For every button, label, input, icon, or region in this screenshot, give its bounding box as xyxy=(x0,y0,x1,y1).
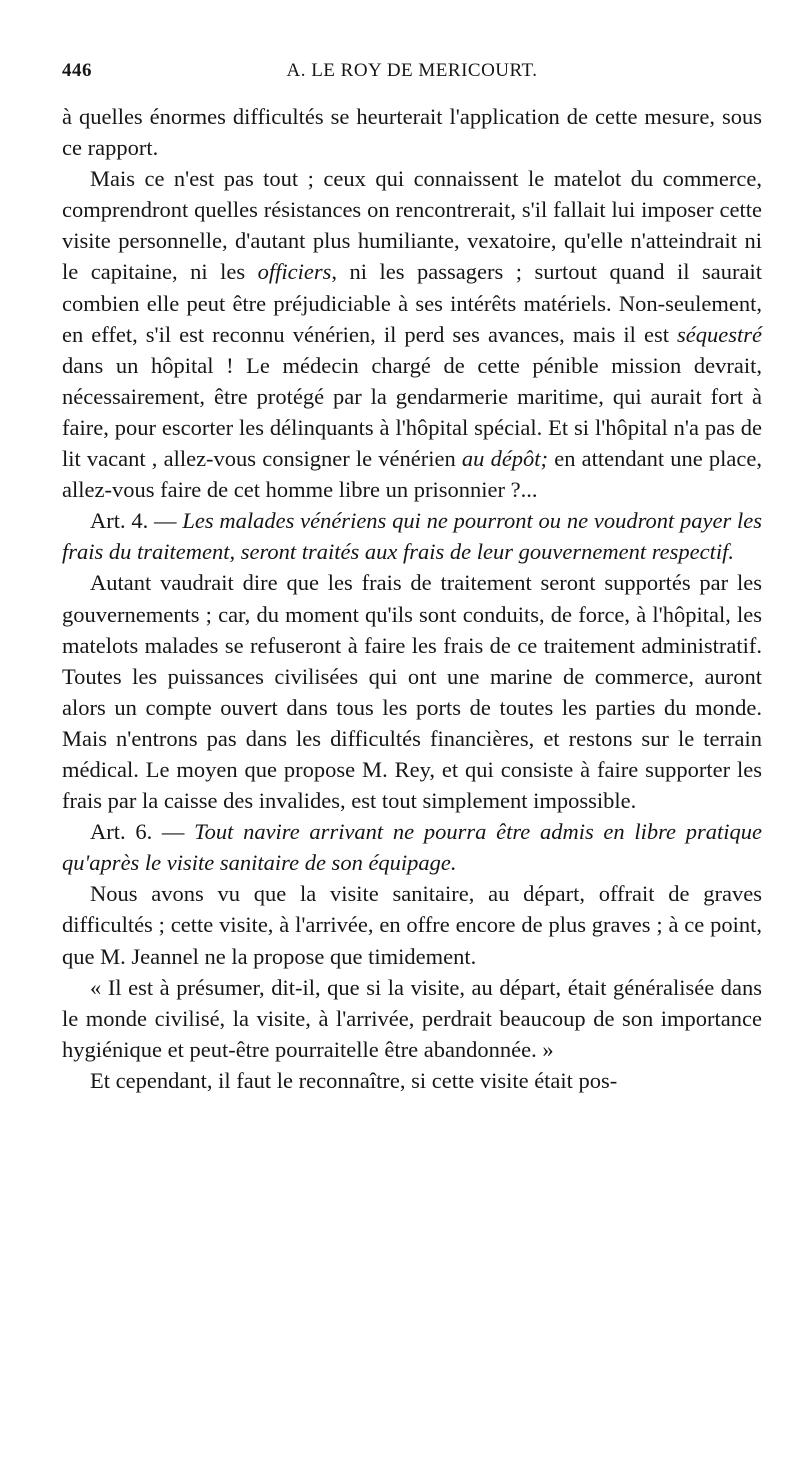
text-run: Autant vaudrait dire que les frais de traitement seront supportés par les gouvernements ; car, du moment qu'ils sont conduits, de force, à l'hôpital, les matelots malades se refuseront à faire les frais de ce traitement administratif. Toutes les puissances civilisées qui ont une marine de commerce, auront alors un compte ouvert dans tous les ports de toutes les parties du monde. Mais n'entrons pas dans les difficultés financières, et restons sur le terrain médical. Le moyen que propose M. Rey, et qui consiste à faire supporter les frais par la caisse des invalides, est tout simplement impossible. xyxy=(62,570,762,814)
body-text xyxy=(62,101,762,1096)
paragraph xyxy=(62,816,762,878)
text-run: Art. 4. — xyxy=(90,508,183,534)
page-header xyxy=(62,60,762,90)
italic-text: au dépôt; xyxy=(461,446,549,472)
text-run: en attendant une place, allez-vous faire de cet homme libre un prisonnier ?... xyxy=(62,446,763,503)
text-run: dans un hôpital ! Le médecin chargé de cette pénible mission devrait, nécessairement, être protégé par la gendarmerie maritime, qui aurait fort à faire, pour escorter les délinquants à l'hôpital spécial. Et si l'hôpital n'a pas de lit vacant , allez-vous consigner le vénérien xyxy=(62,352,762,472)
text-run: Art. 6. — xyxy=(90,819,195,845)
italic-text: officiers xyxy=(257,259,332,285)
italic-text: Les malades vénériens qui ne pourront ou ne voudront payer les frais du traitement, seront traités aux frais de leur gouvernement respectif. xyxy=(62,508,762,565)
paragraph xyxy=(62,163,762,505)
running-title: A. LE ROY DE MERICOURT. xyxy=(286,60,538,81)
text-run: Mais ce n'est pas tout ; ceux qui connaissent le matelot du commerce, comprendront quelles résistances on rencontrerait, s'il fallait lui imposer cette visite personnelle, d'autant plus humiliante, vexatoire, qu'elle n'atteindrait ni le capitaine, ni les xyxy=(62,166,762,285)
paragraph xyxy=(62,972,762,1065)
book-page xyxy=(62,60,762,1096)
text-run: à quelles énormes difficultés se heurterait l'application de cette mesure, sous ce rapport. xyxy=(62,104,762,161)
text-run: , ni les passagers ; surtout quand il saurait combien elle peut être préjudiciable à ses intérêts matériels. Non-seulement, en effet, s'il est reconnu vénérien, il perd ses avances, mais il est xyxy=(62,259,762,347)
text-run: Nous avons vu que la visite sanitaire, au départ, offrait de graves difficultés ; cette visite, à l'arrivée, en offre encore de plus graves ; à ce point, que M. Jeannel ne la propose que timidement. xyxy=(62,881,762,969)
paragraph xyxy=(62,878,762,971)
text-run: Et cependant, il faut le reconnaître, si cette visite était pos- xyxy=(90,1067,618,1093)
paragraph xyxy=(62,505,762,567)
italic-text: séquestré xyxy=(677,321,762,347)
paragraph xyxy=(62,1065,762,1096)
paragraph xyxy=(62,567,762,816)
text-run: « Il est à présumer, dit-il, que si la visite, au départ, était généralisée dans le monde civilisé, la visite, à l'arrivée, perdrait beaucoup de son importance hygiénique et peut-être pourraitelle être abandonnée. » xyxy=(62,974,762,1062)
paragraph xyxy=(62,101,762,163)
page-number: 446 xyxy=(62,60,92,81)
italic-text: Tout navire arrivant ne pourra être admis en libre pratique qu'après le visite sanitaire de son équipage. xyxy=(62,819,763,876)
